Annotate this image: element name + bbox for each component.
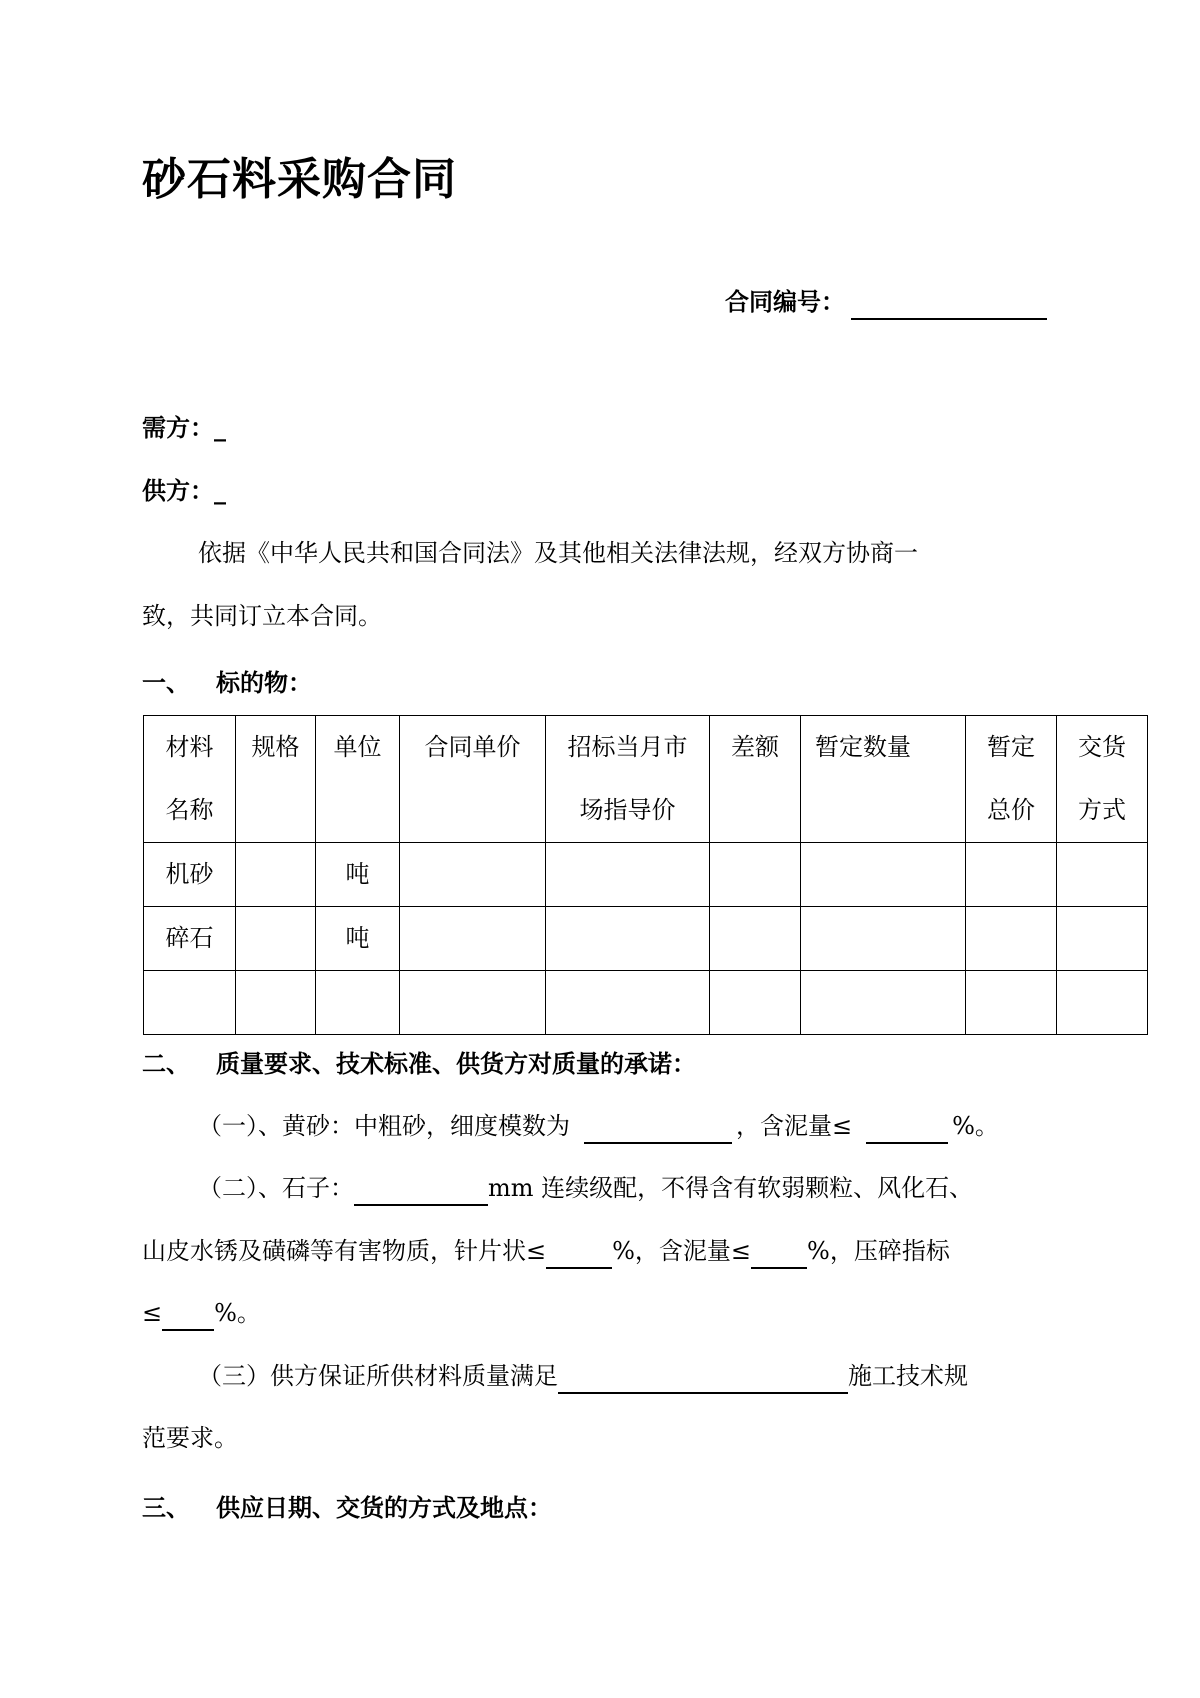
table-cell bbox=[400, 907, 546, 971]
stone-mud-content-blank bbox=[751, 1241, 807, 1269]
unit-cell bbox=[316, 971, 400, 1035]
table-cell bbox=[1057, 971, 1148, 1035]
table-cell bbox=[966, 843, 1057, 907]
quality-item-2-line-3: ≤ %。 bbox=[142, 1295, 1062, 1331]
table-cell bbox=[966, 971, 1057, 1035]
crushing-index-blank bbox=[162, 1303, 214, 1331]
quality-item-1: （一）、黄砂：中粗砂，细度模数为 ，含泥量≤ %。 bbox=[198, 1108, 1062, 1144]
preamble-line-1: 依据《中华人民共和国合同法》及其他相关法律法规，经双方协商一 bbox=[198, 539, 918, 567]
section-3-heading bbox=[142, 1490, 552, 1526]
section-1-title: 标的物： bbox=[216, 669, 312, 697]
table-cell bbox=[400, 971, 546, 1035]
table-header-row bbox=[144, 716, 1148, 843]
material-name-cell bbox=[144, 971, 236, 1035]
table-cell bbox=[710, 907, 801, 971]
flaky-content-blank bbox=[546, 1241, 612, 1269]
fineness-modulus-blank bbox=[584, 1116, 732, 1144]
section-1-number: 一、 bbox=[142, 669, 190, 697]
materials-table bbox=[143, 715, 1148, 1035]
buyer-line: 需方：_ bbox=[142, 414, 226, 442]
material-name-cell: 机砂 bbox=[144, 843, 236, 907]
table-row bbox=[144, 971, 1148, 1035]
section-3-title: 供应日期、交货的方式及地点： bbox=[216, 1494, 552, 1522]
table-cell bbox=[966, 907, 1057, 971]
header-cell: 单位 bbox=[316, 716, 400, 843]
table-cell bbox=[801, 971, 966, 1035]
table-cell bbox=[546, 907, 710, 971]
unit-cell: 吨 bbox=[316, 907, 400, 971]
preamble-line-2: 致，共同订立本合同。 bbox=[142, 602, 382, 630]
table-cell bbox=[801, 907, 966, 971]
table-cell bbox=[1057, 843, 1148, 907]
header-cell: 交货 方式 bbox=[1057, 716, 1148, 843]
section-2-title: 质量要求、技术标准、供货方对质量的承诺： bbox=[216, 1050, 696, 1078]
header-cell: 材料 名称 bbox=[144, 716, 236, 843]
quality-item-3: （三）供方保证所供材料质量满足 施工技术规 bbox=[198, 1358, 1062, 1394]
quality-item-3-line-2: 范要求。 bbox=[142, 1424, 238, 1452]
table-cell bbox=[546, 843, 710, 907]
header-cell: 暂定 总价 bbox=[966, 716, 1057, 843]
table-cell bbox=[710, 843, 801, 907]
header-cell: 暂定数量 bbox=[801, 716, 966, 843]
mud-content-blank bbox=[866, 1116, 948, 1144]
construction-spec-blank bbox=[558, 1366, 848, 1394]
spec-cell bbox=[236, 971, 316, 1035]
quality-item-2-line-2: 山皮水锈及磺磷等有害物质，针片状≤ %，含泥量≤ %，压碎指标 bbox=[142, 1233, 1062, 1269]
table-cell bbox=[1057, 907, 1148, 971]
page-title: 砂石料采购合同 bbox=[142, 154, 457, 205]
contract-number-blank bbox=[851, 292, 1047, 320]
header-cell: 合同单价 bbox=[400, 716, 546, 843]
supplier-line: 供方：_ bbox=[142, 477, 226, 505]
gradation-blank bbox=[354, 1178, 488, 1206]
table-cell bbox=[801, 843, 966, 907]
table-cell bbox=[710, 971, 801, 1035]
table-row bbox=[144, 907, 1148, 971]
header-cell: 招标当月市 场指导价 bbox=[546, 716, 710, 843]
header-cell: 差额 bbox=[710, 716, 801, 843]
unit-cell: 吨 bbox=[316, 843, 400, 907]
material-name-cell: 碎石 bbox=[144, 907, 236, 971]
section-1-heading bbox=[142, 665, 312, 701]
quality-item-2: （二）、石子： mm 连续级配，不得含有软弱颗粒、风化石、 bbox=[198, 1170, 1062, 1206]
spec-cell bbox=[236, 907, 316, 971]
section-3-number: 三、 bbox=[142, 1494, 190, 1522]
table-row bbox=[144, 843, 1148, 907]
table-cell bbox=[400, 843, 546, 907]
section-2-number: 二、 bbox=[142, 1050, 190, 1078]
table-cell bbox=[546, 971, 710, 1035]
section-2-heading bbox=[142, 1046, 696, 1082]
header-cell: 规格 bbox=[236, 716, 316, 843]
contract-number-label: 合同编号： bbox=[725, 288, 845, 316]
spec-cell bbox=[236, 843, 316, 907]
contract-number bbox=[725, 284, 1051, 320]
